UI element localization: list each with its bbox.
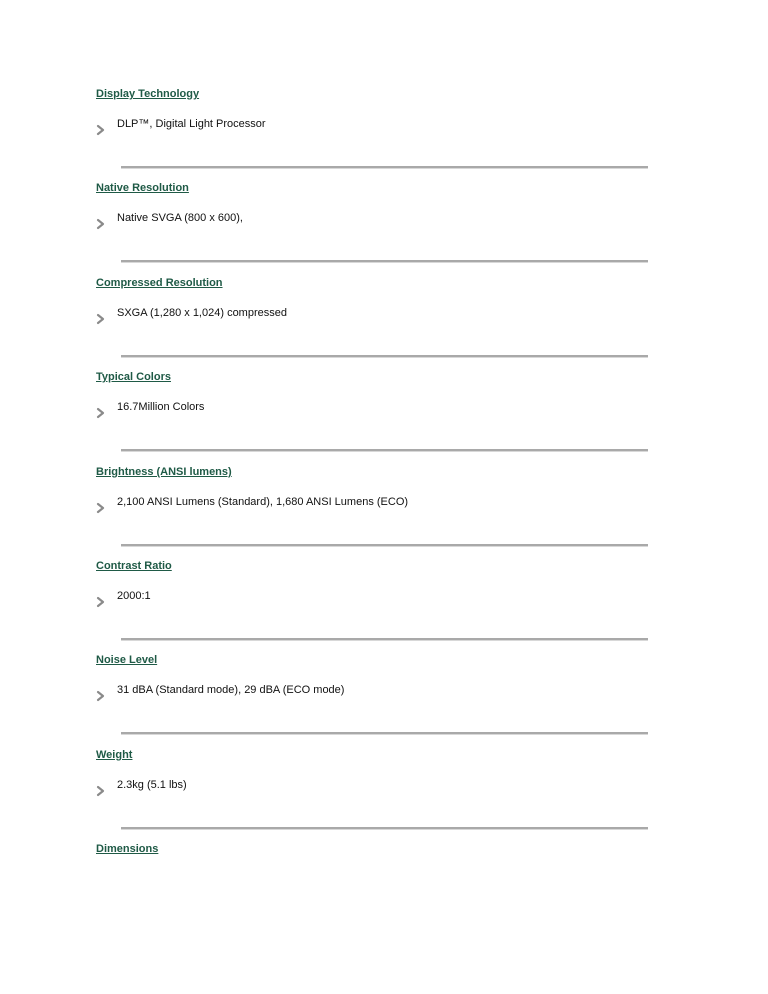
spec-heading-link[interactable]: Contrast Ratio [96, 560, 172, 572]
spec-value: 2.3kg (5.1 lbs) [117, 779, 187, 791]
spec-value: 2,100 ANSI Lumens (Standard), 1,680 ANSI Lumens (ECO) [117, 496, 409, 508]
section-divider [121, 638, 648, 641]
spec-heading-link[interactable]: Noise Level [96, 654, 158, 666]
spec-heading-link[interactable]: Compressed Resolution [96, 277, 223, 289]
spec-value: DLP™, Digital Light Processor [117, 118, 266, 130]
section-divider [121, 260, 648, 263]
chevron-right-icon [96, 595, 106, 607]
section-divider [121, 544, 648, 547]
chevron-right-icon [96, 689, 106, 701]
chevron-right-icon [96, 312, 106, 324]
chevron-right-icon [96, 217, 106, 229]
spec-value: Native SVGA (800 x 600), [117, 212, 243, 224]
spec-value: SXGA (1,280 x 1,024) compressed [117, 307, 287, 319]
spec-value: 31 dBA (Standard mode), 29 dBA (ECO mode) [117, 684, 345, 696]
section-divider [121, 732, 648, 735]
spec-heading-link[interactable]: Typical Colors [96, 371, 171, 383]
spec-value: 16.7Million Colors [117, 401, 205, 413]
spec-heading-link[interactable]: Dimensions [96, 843, 159, 855]
spec-heading-link[interactable]: Weight [96, 749, 133, 761]
spec-heading-link[interactable]: Native Resolution [96, 182, 189, 194]
chevron-right-icon [96, 123, 106, 135]
spec-value: 2000:1 [117, 590, 151, 602]
chevron-right-icon [96, 406, 106, 418]
chevron-right-icon [96, 784, 106, 796]
chevron-right-icon [96, 501, 106, 513]
section-divider [121, 827, 648, 830]
section-divider [121, 449, 648, 452]
spec-heading-link[interactable]: Brightness (ANSI lumens) [96, 466, 232, 478]
section-divider [121, 166, 648, 169]
spec-heading-link[interactable]: Display Technology [96, 88, 200, 100]
section-divider [121, 355, 648, 358]
